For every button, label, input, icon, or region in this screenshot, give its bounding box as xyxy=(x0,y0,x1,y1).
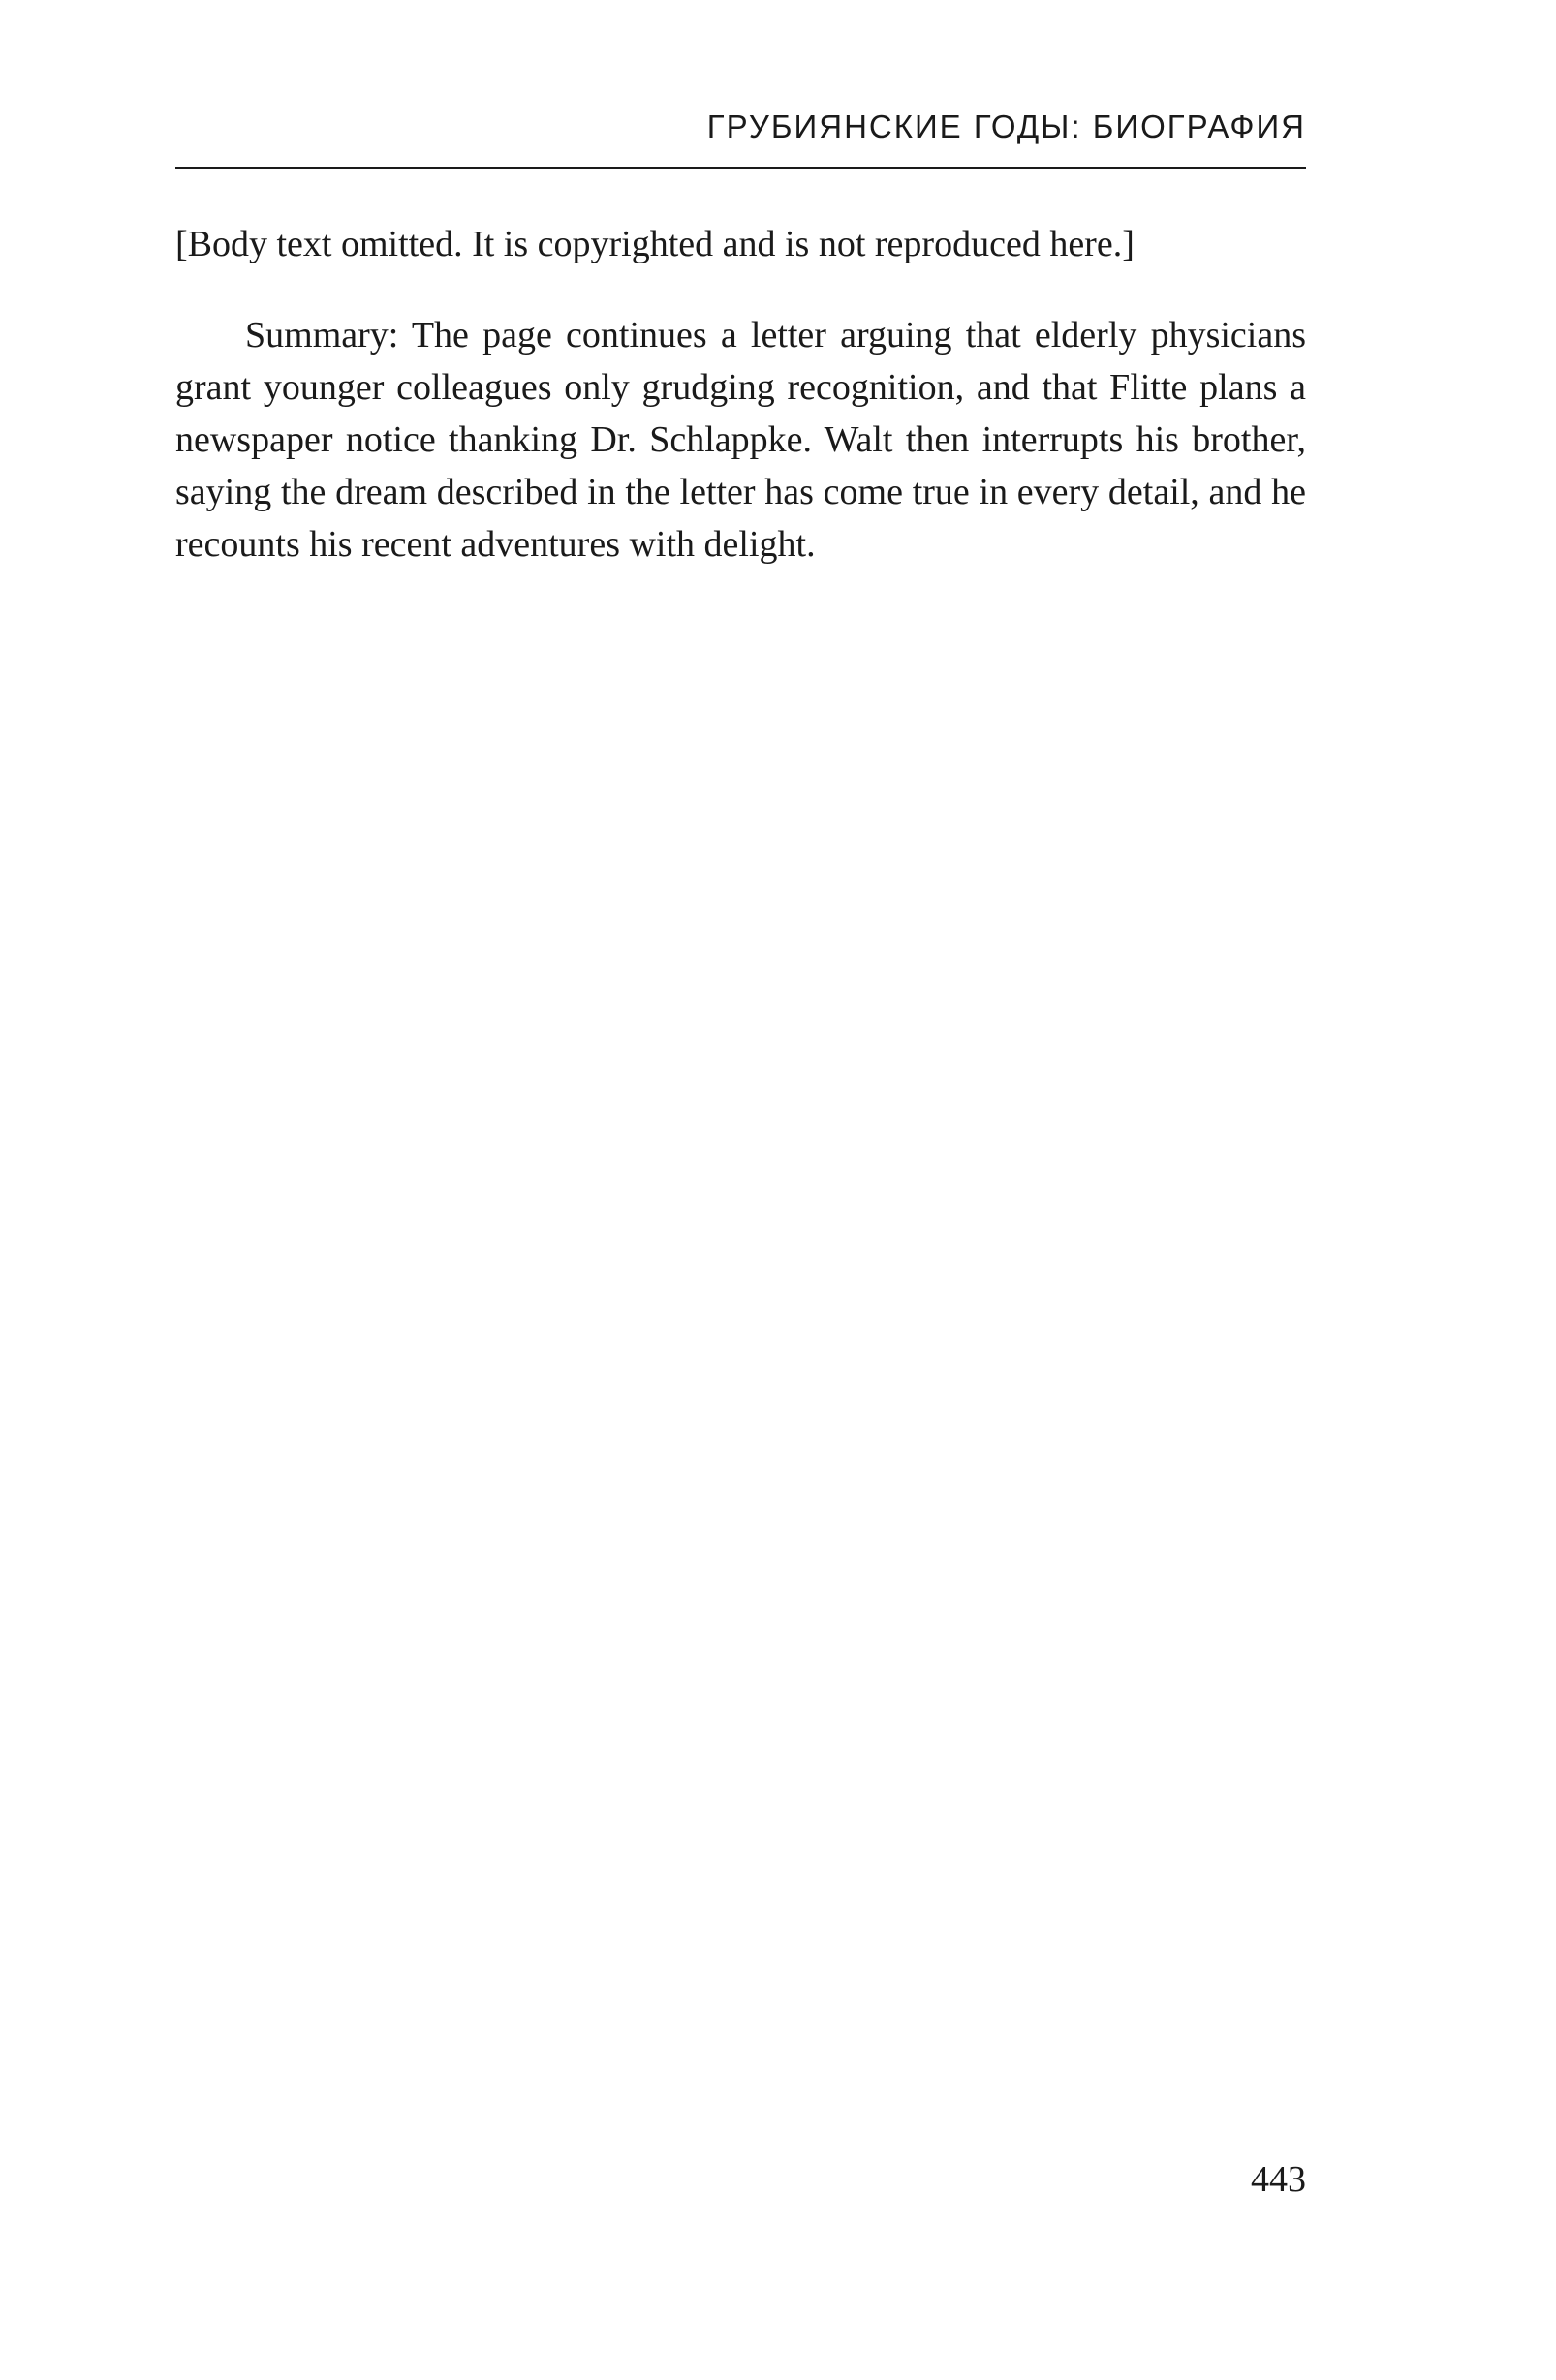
copyright-notice: [Body text omitted. It is copyrighted and is not reproduced here.] xyxy=(175,224,1135,264)
page-number: 443 xyxy=(1251,2159,1306,2200)
body-text-area xyxy=(175,218,1306,2117)
running-header: ГРУБИЯНСКИЕ ГОДЫ: БИОГРАФИЯ xyxy=(706,108,1306,144)
content-summary: Summary: The page continues a letter arguing that elderly physicians grant younger colleagues only grudging recognition, and that Flitte plans a newspaper notice thanking Dr. Schlappke. Walt then interrupts his brother, saying the dream described in the letter has come true in every detail, and he recounts his recent adventures with delight. xyxy=(175,315,1306,565)
header-rule xyxy=(175,167,1306,169)
